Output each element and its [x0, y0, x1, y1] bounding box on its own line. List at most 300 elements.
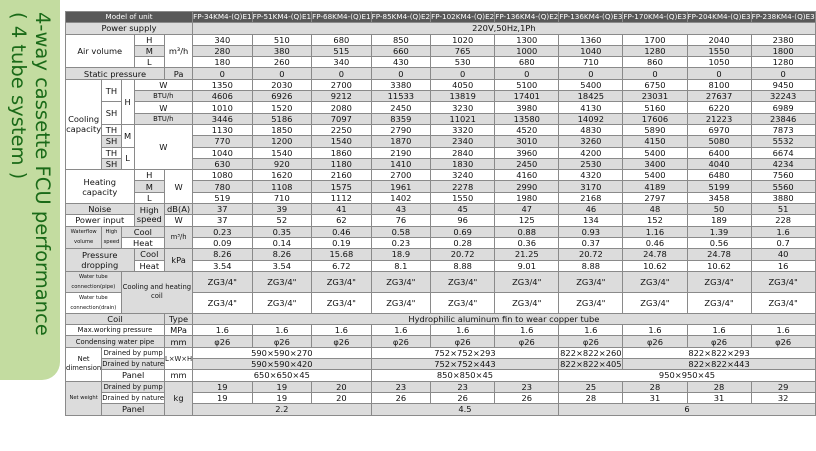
cell: 5199	[687, 181, 751, 192]
high-label: High	[139, 204, 159, 215]
cell: 15.68	[312, 249, 372, 260]
cell: ZG3/4"	[495, 292, 559, 313]
cell: 4189	[623, 181, 687, 192]
cell: 530	[431, 57, 495, 68]
cooling-h-th-w-row	[66, 79, 816, 90]
model-header: FP-238KM4-(Q)E3	[751, 12, 815, 22]
cell: 0.93	[559, 226, 623, 237]
cell: 920	[252, 158, 312, 169]
cell: 125	[495, 215, 559, 226]
panel-label: Panel	[102, 404, 165, 415]
noise-label: Noise	[66, 204, 135, 215]
cell: 1980	[495, 192, 559, 203]
cell: 515	[312, 45, 372, 56]
cell: 5532	[751, 136, 815, 147]
cell: 11021	[431, 113, 495, 124]
cell: 0.19	[312, 237, 372, 248]
cell: 23	[431, 381, 495, 392]
heating-h-row	[66, 170, 816, 181]
speed-h-label: H	[134, 170, 165, 181]
cell: 1540	[312, 136, 372, 147]
cell: 31	[623, 392, 687, 403]
cell: ZG3/4"	[312, 271, 372, 292]
cell: 822×822×260	[560, 347, 622, 358]
cell: 28	[559, 392, 623, 403]
cell: 1575	[312, 181, 372, 192]
cell: 8.88	[559, 260, 623, 271]
cell: 24.78	[623, 249, 687, 260]
cell: 29	[751, 381, 815, 392]
condensing-water-pipe-label: Condensing water pipe	[66, 336, 165, 347]
cell: 2530	[559, 158, 623, 169]
dim-pump-row	[66, 347, 816, 358]
cell: 11533	[371, 91, 431, 102]
cell: 710	[559, 57, 623, 68]
high-speed-label	[134, 204, 165, 227]
unit-btu: BTU/h	[134, 91, 193, 102]
cell: 340	[193, 34, 253, 45]
model-header: FP-204KM4-(Q)E3	[687, 12, 751, 22]
cell: 5400	[559, 79, 623, 90]
cell: 4234	[751, 158, 815, 169]
unit-w: W	[134, 79, 193, 90]
unit-w: W	[134, 102, 193, 113]
cell: 8.26	[252, 249, 312, 260]
cell: 3320	[431, 124, 495, 135]
cell: 52	[252, 215, 312, 226]
cell: 1.6	[751, 325, 815, 336]
cell: 10.62	[623, 260, 687, 271]
cell: ZG3/4"	[559, 271, 623, 292]
cell: 23031	[623, 91, 687, 102]
cell: 6970	[687, 124, 751, 135]
cell: ZG3/4"	[431, 292, 495, 313]
cell: 1620	[252, 170, 312, 181]
cooling-heating-coil-label: Cooling and heating coil	[121, 271, 192, 313]
cell: 1.6	[495, 325, 559, 336]
cell: ZG3/4"	[751, 271, 815, 292]
cell: 17401	[495, 91, 559, 102]
cell: 0.46	[623, 237, 687, 248]
cell: 0.7	[751, 237, 815, 248]
cell: 5400	[623, 170, 687, 181]
cell: 1000	[495, 45, 559, 56]
coil-type-value: Hydrophilic aluminum fin to wear copper tube	[193, 313, 816, 324]
drained-by-nature-label: Drained by nature	[102, 394, 165, 403]
sh-label: SH	[102, 102, 121, 125]
heat-label: Heat	[134, 260, 165, 271]
cell: 152	[623, 215, 687, 226]
coil-row	[66, 313, 816, 324]
cell: 2700	[371, 170, 431, 181]
cell: 6989	[751, 102, 815, 113]
speed-l-label: L	[134, 57, 165, 68]
cell: 2030	[252, 79, 312, 90]
cell: 50	[687, 204, 751, 215]
cell: 62	[312, 215, 372, 226]
cell: 1300	[495, 34, 559, 45]
speed-h-label: H	[121, 79, 134, 124]
cell: 1.16	[623, 226, 687, 237]
cell: ZG3/4"	[371, 292, 431, 313]
cell: 1961	[371, 181, 431, 192]
cell: 430	[371, 57, 431, 68]
cell: 4040	[687, 158, 751, 169]
cell: 20	[312, 381, 372, 392]
cell: 20.72	[431, 249, 495, 260]
cell: 770	[193, 136, 253, 147]
cell: 6	[559, 404, 815, 415]
cell: 1540	[252, 147, 312, 158]
wt-pump-row	[66, 381, 816, 392]
cell: 1520	[252, 102, 312, 113]
cell: 0.09	[193, 237, 253, 248]
cell: 2250	[312, 124, 372, 135]
cell: 4830	[559, 124, 623, 135]
cell: 710	[252, 192, 312, 203]
cell: φ26	[371, 336, 431, 347]
cell: 18.9	[371, 249, 431, 260]
cell: 1040	[559, 45, 623, 56]
cell: 45	[431, 204, 495, 215]
speed-h-label: H	[134, 34, 165, 45]
cell: 47	[495, 204, 559, 215]
cell: 28	[623, 381, 687, 392]
cell: 3170	[559, 181, 623, 192]
cell: 519	[193, 192, 253, 203]
cell: 3458	[687, 192, 751, 203]
cell: 4200	[559, 147, 623, 158]
cell: 1550	[431, 192, 495, 203]
cell: 822×822×293	[623, 347, 815, 358]
cell: ZG3/4"	[623, 292, 687, 313]
cell: 3240	[431, 170, 495, 181]
cell: 1080	[193, 170, 253, 181]
cell: 96	[431, 215, 495, 226]
cell: 2278	[431, 181, 495, 192]
cell: φ26	[312, 336, 372, 347]
max-working-pressure-label: Max.working pressure	[66, 325, 165, 336]
kpa-unit: kPa	[165, 249, 193, 272]
cooling-m-th-row	[66, 124, 816, 135]
speed-l-label: L	[121, 147, 134, 170]
cell: 1402	[371, 192, 431, 203]
cell: 2168	[559, 192, 623, 203]
cell: 1108	[252, 181, 312, 192]
cell: 3960	[495, 147, 559, 158]
cell: 5100	[495, 79, 559, 90]
cell: 20.72	[559, 249, 623, 260]
cell: 4050	[431, 79, 495, 90]
cell: 189	[687, 215, 751, 226]
cell: 5890	[623, 124, 687, 135]
mpa-unit: MPa	[165, 325, 193, 336]
cell: 19	[193, 392, 253, 403]
cell: 1.6	[687, 325, 751, 336]
cell: 1.6	[559, 325, 623, 336]
cell: 3446	[193, 113, 253, 124]
cell: 4606	[193, 91, 253, 102]
cell: 850	[371, 34, 431, 45]
cell: ZG3/4"	[751, 292, 815, 313]
cell: 590×590×270	[193, 347, 372, 358]
cell: 32243	[751, 91, 815, 102]
cell: 2190	[371, 147, 431, 158]
cell: 1.6	[751, 226, 815, 237]
cell: ZG3/4"	[193, 292, 253, 313]
title-line-2: ( 4 tube system )	[7, 12, 30, 180]
cool-label: Cool	[134, 249, 165, 260]
cell: 0	[559, 68, 623, 79]
cell: 3980	[495, 102, 559, 113]
pd-cool-row	[66, 249, 816, 260]
cell: 8.88	[431, 260, 495, 271]
cell: 1112	[312, 192, 372, 203]
cell: 1860	[312, 147, 372, 158]
cell: ZG3/4"	[371, 271, 431, 292]
cell: 9.01	[495, 260, 559, 271]
vertical-title	[2, 12, 58, 342]
model-header: FP-136KM4-(Q)E2	[495, 12, 559, 22]
cell: 3400	[623, 158, 687, 169]
mm-unit: mm	[165, 370, 193, 381]
cell: 2790	[371, 124, 431, 135]
cell: 3880	[751, 192, 815, 203]
cell: 0.37	[559, 237, 623, 248]
cell: 1.6	[312, 325, 372, 336]
cell: 0.23	[371, 237, 431, 248]
cell: 0.36	[495, 237, 559, 248]
model-header: FP-170KM4-(Q)E3	[623, 12, 687, 22]
cell: ZG3/4"	[312, 292, 372, 313]
cell: 7097	[312, 113, 372, 124]
cell: 19	[193, 381, 253, 392]
cell: 1130	[193, 124, 253, 135]
cell: 1280	[623, 45, 687, 56]
unit-btu: BTU/h	[134, 113, 193, 124]
cell: 0	[751, 68, 815, 79]
cell: 1.6	[431, 325, 495, 336]
power-input-row	[66, 215, 816, 226]
cell: 13819	[431, 91, 495, 102]
cell: 660	[371, 45, 431, 56]
cell: 0.88	[495, 226, 559, 237]
cell: 4160	[495, 170, 559, 181]
cell: 26	[495, 392, 559, 403]
cell: 765	[431, 45, 495, 56]
cell: φ26	[495, 336, 559, 347]
model-header: FP-85KM4-(Q)E2	[371, 12, 431, 22]
cell: 0	[312, 68, 372, 79]
cooling-h-th-btu-row	[66, 91, 816, 102]
cell: 1020	[431, 34, 495, 45]
cell: 4320	[559, 170, 623, 181]
cell: 1800	[751, 45, 815, 56]
cell: 1850	[252, 124, 312, 135]
cell: 37	[193, 204, 253, 215]
cell: 340	[312, 57, 372, 68]
cell: 23846	[751, 113, 815, 124]
cell: 4.5	[371, 404, 559, 415]
cell: 850×850×45	[371, 370, 559, 381]
cell: 19	[252, 392, 312, 403]
unit-w: W	[165, 215, 193, 226]
cell: 590×590×420	[193, 359, 372, 370]
cell: 2840	[431, 147, 495, 158]
water-flow-label: Waterflow volume	[66, 226, 102, 249]
th-label: TH	[102, 147, 121, 158]
cell: 0	[495, 68, 559, 79]
mm-unit: mm	[165, 336, 193, 347]
cell: 0.23	[193, 226, 253, 237]
cell: φ26	[193, 336, 253, 347]
cell: 3.54	[193, 260, 253, 271]
cell: 8.26	[193, 249, 253, 260]
power-supply-row	[66, 23, 816, 34]
th-label: TH	[102, 124, 121, 135]
cell: 8359	[371, 113, 431, 124]
cell: 2797	[623, 192, 687, 203]
cell: 4520	[495, 124, 559, 135]
cell: 0.35	[252, 226, 312, 237]
static-pressure-row	[66, 68, 816, 79]
cell: 2080	[312, 102, 372, 113]
cell: 18425	[559, 91, 623, 102]
cell: 46	[559, 204, 623, 215]
cell: 21223	[687, 113, 751, 124]
cell: 780	[193, 181, 253, 192]
cell: φ26	[431, 336, 495, 347]
cell: 4130	[559, 102, 623, 113]
cell: 1.6	[371, 325, 431, 336]
cell: 8100	[687, 79, 751, 90]
cell: φ26	[623, 336, 687, 347]
cell: 0	[623, 68, 687, 79]
cell: 16	[751, 260, 815, 271]
lwh-unit: L×W×H	[165, 347, 193, 370]
cell: 14092	[559, 113, 623, 124]
cell: 752×752×293	[371, 347, 559, 358]
cell: 23	[495, 381, 559, 392]
net-dimension-label: Net dimension	[66, 347, 102, 381]
cell: 2040	[687, 34, 751, 45]
cell: 9450	[751, 79, 815, 90]
cell: 6674	[751, 147, 815, 158]
drained-by-pump-label: Drained by pump	[103, 348, 163, 357]
cell: 37	[193, 215, 253, 226]
cell: 6.72	[312, 260, 372, 271]
cell: 5400	[623, 147, 687, 158]
cell: 4150	[623, 136, 687, 147]
noise-row	[66, 204, 816, 215]
flow-unit: m³/h	[165, 226, 193, 249]
static-pressure-unit: Pa	[165, 68, 193, 79]
cell: 23	[371, 381, 431, 392]
cell: φ26	[687, 336, 751, 347]
cell: 1010	[193, 102, 253, 113]
cell: 7560	[751, 170, 815, 181]
tube-pipe-row	[66, 271, 816, 292]
cell: ZG3/4"	[252, 271, 312, 292]
cell: 1040	[193, 147, 253, 158]
cell: 680	[312, 34, 372, 45]
cell: 9212	[312, 91, 372, 102]
model-header: FP-51KM4-(Q)E1	[252, 12, 312, 22]
cell: 32	[751, 392, 815, 403]
cell: 0.14	[252, 237, 312, 248]
speed-label: speed	[136, 213, 162, 224]
cell: 5080	[687, 136, 751, 147]
cell: 1360	[559, 34, 623, 45]
cooling-h-sh-w-row	[66, 102, 816, 113]
speed-l-label: L	[134, 192, 165, 203]
sh-label: SH	[102, 158, 121, 169]
cell: ZG3/4"	[623, 271, 687, 292]
cell: 13580	[495, 113, 559, 124]
cell: 950×950×45	[559, 370, 815, 381]
cell: 260	[252, 57, 312, 68]
cell: 7873	[751, 124, 815, 135]
cooling-capacity-label: Cooling capacity	[66, 79, 102, 169]
cell: 822×822×443	[623, 359, 815, 370]
title-line-1: 4-way cassette FCU performance	[31, 12, 54, 336]
flow-cool-row	[66, 226, 816, 237]
cell: 2450	[371, 102, 431, 113]
cell: 26	[431, 392, 495, 403]
cell: 1830	[431, 158, 495, 169]
cell: 28	[687, 381, 751, 392]
cell: 20	[312, 392, 372, 403]
cell: 1350	[193, 79, 253, 90]
cell: ZG3/4"	[252, 292, 312, 313]
cell: 822×822×405	[560, 359, 622, 370]
cell: ZG3/4"	[495, 271, 559, 292]
cell: 40	[751, 249, 815, 260]
high-label: High	[105, 229, 118, 236]
cell: 6220	[687, 102, 751, 113]
air-volume-h-row	[66, 34, 816, 45]
cell: 2380	[751, 34, 815, 45]
cell: 3380	[371, 79, 431, 90]
cell: 1550	[687, 45, 751, 56]
cell: 39	[252, 204, 312, 215]
noise-unit: dB(A)	[165, 204, 193, 215]
cell: 6750	[623, 79, 687, 90]
speed-m-label: M	[134, 181, 165, 192]
cell: 24.78	[687, 249, 751, 260]
cell: 5560	[751, 181, 815, 192]
cell: 2450	[495, 158, 559, 169]
cell: 228	[751, 215, 815, 226]
cell: 510	[252, 34, 312, 45]
cell: 3230	[431, 102, 495, 113]
static-pressure-label: Static pressure	[66, 68, 165, 79]
model-header: FP-136KM4-(Q)E3	[559, 12, 623, 22]
cell: 27637	[687, 91, 751, 102]
cell: 2340	[431, 136, 495, 147]
speed-m-label: M	[134, 45, 165, 56]
cell: 76	[371, 215, 431, 226]
unit-w: W	[165, 170, 193, 204]
sh-label: SH	[102, 136, 121, 147]
th-label: TH	[102, 79, 121, 102]
cell: φ26	[751, 336, 815, 347]
power-supply-value: 220V,50Hz,1Ph	[193, 23, 816, 34]
kg-unit: kg	[165, 381, 193, 415]
cell: 6400	[687, 147, 751, 158]
cell: 3260	[559, 136, 623, 147]
water-tube-drain-label: Water tube connection(drain)	[66, 292, 122, 313]
